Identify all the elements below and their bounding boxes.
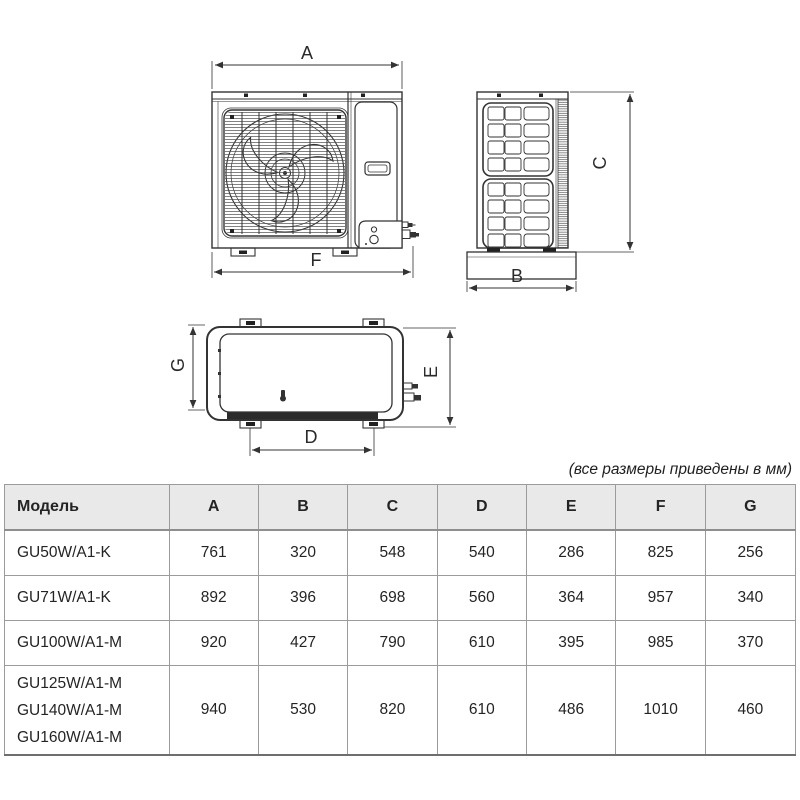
- model-name: GU50W/A1-K: [5, 530, 170, 576]
- value-g: 370: [705, 621, 795, 666]
- value-d: 540: [437, 530, 526, 576]
- table-row: [5, 576, 796, 621]
- dim-label-a: A: [300, 43, 314, 63]
- value-e: 364: [527, 576, 616, 621]
- dimension-c: [570, 92, 634, 252]
- value-d: 610: [437, 666, 526, 756]
- table-row: [5, 621, 796, 666]
- dim-label-g: G: [168, 357, 188, 373]
- value-c: 790: [348, 621, 437, 666]
- front-view-drawing: [212, 61, 419, 278]
- value-f: 825: [616, 530, 705, 576]
- side-view-drawing: [467, 92, 634, 292]
- value-a: 892: [169, 576, 258, 621]
- drain-screw: [280, 390, 286, 402]
- table-row: [5, 530, 796, 576]
- top-view-valves: [403, 383, 421, 401]
- value-c: 820: [348, 666, 437, 756]
- service-valves: [402, 222, 419, 239]
- valve-compartment: [359, 221, 402, 248]
- model-name: GU160W/A1-M: [17, 728, 123, 746]
- value-f: 1010: [616, 666, 705, 756]
- units-note: (все размеры приведены в мм): [568, 461, 792, 478]
- value-b: 396: [258, 576, 347, 621]
- value-d: 610: [437, 621, 526, 666]
- louvre-panel-bottom: [483, 179, 553, 248]
- value-b: 320: [258, 530, 347, 576]
- model-name-group: [5, 666, 170, 756]
- table-row: [5, 666, 796, 756]
- value-g: 460: [705, 666, 795, 756]
- value-g: 256: [705, 530, 795, 576]
- model-name: GU71W/A1-K: [5, 576, 170, 621]
- model-name: GU100W/A1-M: [5, 621, 170, 666]
- panel-handle: [365, 162, 390, 175]
- header-f: F: [616, 485, 705, 531]
- coil-edge-strip: [227, 413, 378, 420]
- value-e: 486: [527, 666, 616, 756]
- dim-label-b: B: [510, 266, 524, 286]
- value-a: 940: [169, 666, 258, 756]
- model-name: GU125W/A1-M: [17, 674, 123, 692]
- model-name: GU140W/A1-M: [17, 701, 123, 719]
- header-a: A: [169, 485, 258, 531]
- header-g: G: [705, 485, 795, 531]
- louvre-panel-top: [483, 103, 553, 176]
- value-e: 286: [527, 530, 616, 576]
- dimension-e: [384, 328, 456, 427]
- header-e: E: [527, 485, 616, 531]
- condenser-fins: [558, 99, 568, 248]
- dim-label-c: C: [590, 156, 610, 170]
- value-e: 395: [527, 621, 616, 666]
- header-c: C: [348, 485, 437, 531]
- value-a: 761: [169, 530, 258, 576]
- value-a: 920: [169, 621, 258, 666]
- value-d: 560: [437, 576, 526, 621]
- dimension-a: [212, 61, 402, 89]
- dim-label-f: F: [310, 250, 322, 270]
- dim-label-e: E: [421, 365, 441, 379]
- mounting-feet: [231, 248, 357, 256]
- value-b: 427: [258, 621, 347, 666]
- value-f: 957: [616, 576, 705, 621]
- value-c: 698: [348, 576, 437, 621]
- dimension-g: [188, 325, 205, 410]
- fan-grille: [222, 108, 348, 238]
- header-b: B: [258, 485, 347, 531]
- value-b: 530: [258, 666, 347, 756]
- header-model: Модель: [5, 485, 170, 531]
- header-d: D: [437, 485, 526, 531]
- value-c: 548: [348, 530, 437, 576]
- value-g: 340: [705, 576, 795, 621]
- dimensions-table: [4, 484, 796, 756]
- dim-label-d: D: [304, 427, 318, 447]
- top-view-drawing: [188, 319, 456, 456]
- value-f: 985: [616, 621, 705, 666]
- table-header-row: [5, 485, 796, 531]
